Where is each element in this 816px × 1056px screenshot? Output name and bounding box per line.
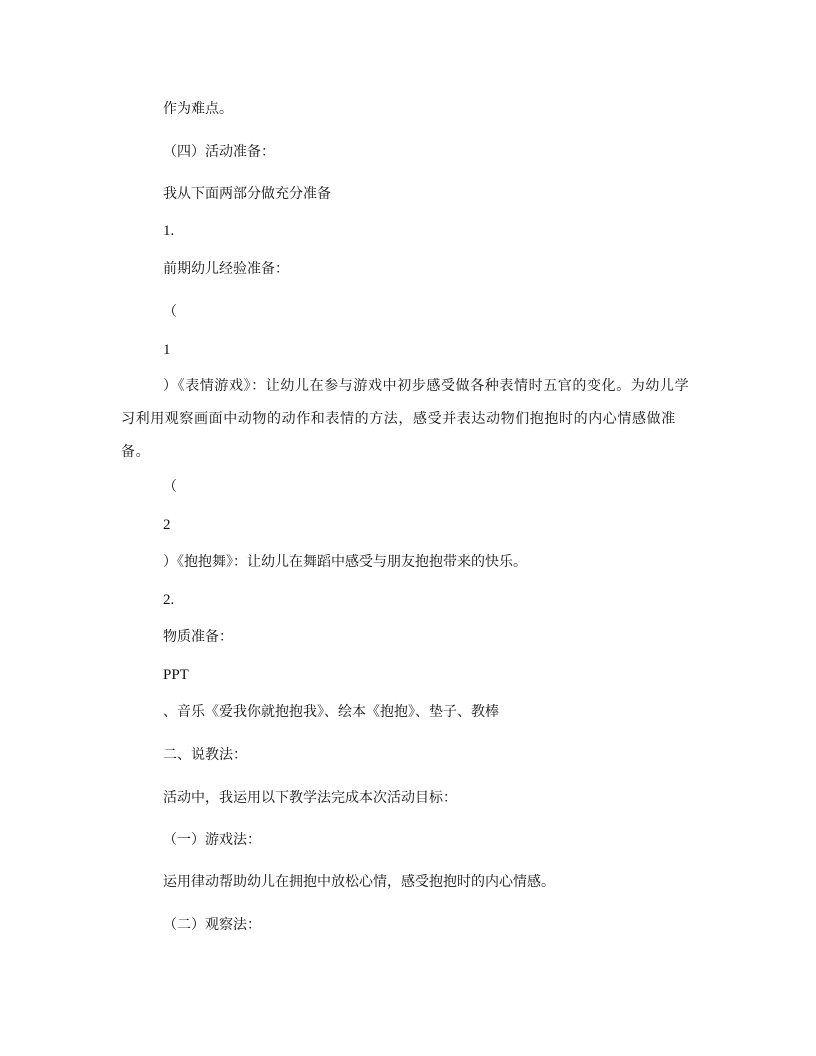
list-number: 2 xyxy=(163,517,171,533)
text-line: 我从下面两部分做充分准备 xyxy=(163,186,331,202)
text-line: 活动中，我运用以下教学法完成本次活动目标： xyxy=(163,790,457,806)
text-line: 物质准备： xyxy=(163,629,233,645)
list-number: 1 xyxy=(163,342,171,358)
list-number: 2. xyxy=(163,592,175,608)
section-heading: 二、说教法： xyxy=(163,747,247,763)
text-line: 运用律动帮助幼儿在拥抱中放松心情，感受抱抱时的内心情感。 xyxy=(163,874,555,890)
text-line: （ xyxy=(163,304,177,320)
section-heading: （一）游戏法： xyxy=(163,832,261,848)
section-heading: （四）活动准备： xyxy=(163,144,275,160)
list-number: 1. xyxy=(163,223,175,239)
section-heading: （二）观察法： xyxy=(163,917,261,933)
text-line: 、音乐《爱我你就抱抱我》、绘本《抱抱》、垫子、教棒 xyxy=(163,704,499,720)
paragraph: ）《表情游戏》：让幼儿在参与游戏中初步感受做各种表情时五官的变化。为幼儿学习利用观察画面中动物的动作和表情的方法，感受并表达动物们抱抱时的内心情感做准备。 xyxy=(121,378,690,460)
text-line: PPT xyxy=(163,667,189,683)
text-line: （ xyxy=(163,479,177,495)
text-line: ）《抱抱舞》：让幼儿在舞蹈中感受与朋友抱抱带来的快乐。 xyxy=(163,554,527,570)
text-line: 前期幼儿经验准备： xyxy=(163,261,289,277)
text-line: 作为难点。 xyxy=(163,101,233,117)
